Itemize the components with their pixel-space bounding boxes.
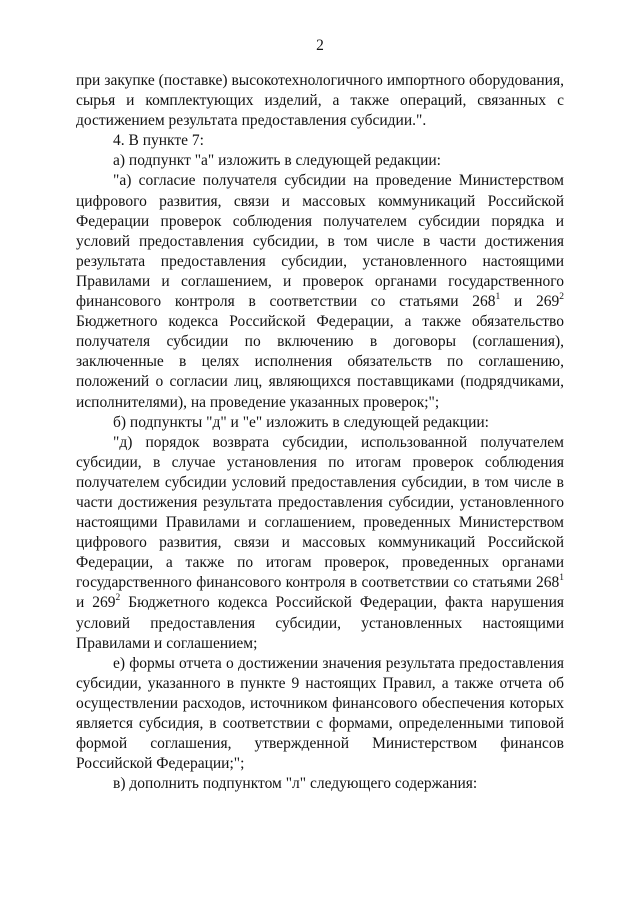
text-segment: Бюджетного кодекса Российской Федерации, а также обязательство получателя субсидии по включению в договоры (соглашения), заключенные в целях исполнения обязательств по соглашению, положений о согласии лиц, являющихся поставщиками (подрядчиками, исполнителями), на проведение указанных проверок;";	[76, 313, 564, 411]
paragraph-item-4-heading: 4. В пункте 7:	[113, 132, 204, 150]
text-segment: и 269	[500, 293, 560, 311]
superscript: 2	[115, 593, 121, 604]
paragraph-subitem-v-instruction: в) дополнить подпунктом "л" следующего содержания:	[113, 775, 478, 793]
text-segment: Бюджетного кодекса Российской Федерации, факта нарушения условий предоставления субсидии, установленных настоящими Правилами и соглашением;	[76, 594, 564, 652]
text-segment: "а) согласие получателя субсидии на проведение Министерством цифрового развития, связи и массовых коммуникаций Российской Федерации проверок соблюдения получателем субсидии порядка и условий предоставления субсидии, в том числе в части достижения результата предоставления субсидии, установленного настоящими Правилами и соглашением, и проверок органами государственного финансового контроля в соответствии со статьями 268	[76, 172, 564, 311]
paragraph-subitem-e-text: е) формы отчета о достижении значения результата предоставления субсидии, указанного в пункте 9 настоящих Правил, а также отчета об осуществлении расходов, источником финансового обеспечения которых является субсидия, в соответствии с формами, определенными типовой формой соглашения, утвержденной Министерством финансов Российской Федерации;";	[76, 654, 564, 773]
paragraph-subitem-d-text	[76, 433, 564, 654]
paragraph-procurement-continuation: при закупке (поставке) высокотехнологичного импортного оборудования, сырья и комплектующих изделий, а также операций, связанных с достижением результата предоставления субсидии.".	[76, 72, 564, 130]
text-segment: "д) порядок возврата субсидии, использованной получателем субсидии, в случае установления по итогам проверок соблюдения получателем субсидии условий предоставления субсидии, в том числе в части достижения результата предоставления субсидии, установленного настоящими Правилами и соглашением, проведенных Министерством цифрового развития, связи и массовых коммуникаций Российской Федерации, а также по итогам проверок, проведенных органами государственного финансового контроля в соответствии со статьями 268	[76, 433, 564, 592]
paragraph-subitem-b-instruction: б) подпункты "д" и "е" изложить в следующей редакции:	[113, 413, 489, 431]
superscript: 2	[559, 291, 564, 302]
superscript: 1	[495, 291, 501, 302]
superscript: 1	[559, 573, 564, 584]
document-body	[76, 71, 564, 794]
paragraph-subitem-a-instruction: а) подпункт "а" изложить в следующей редакции:	[113, 152, 441, 170]
text-segment: и 269	[76, 594, 116, 612]
paragraph-subitem-a-text	[76, 171, 564, 412]
page-number: 2	[316, 37, 324, 54]
